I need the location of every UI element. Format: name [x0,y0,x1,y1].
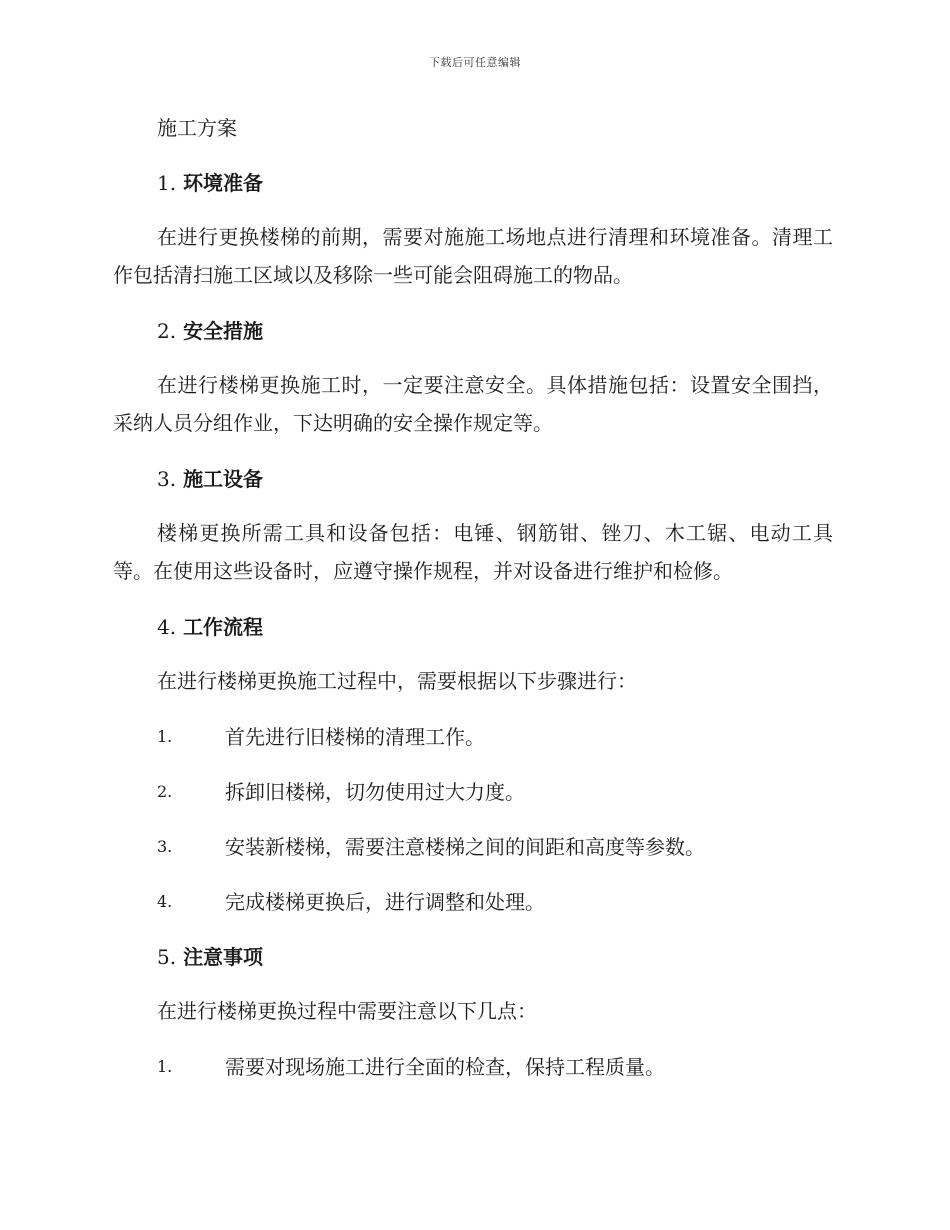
section-paragraph-2: 在进行楼梯更换施工时，一定要注意安全。具体措施包括：设置安全围挡，采纳人员分组作业，下达明确的安全操作规定等。 [113,373,833,435]
document-title: 施工方案 [157,116,237,140]
section-heading-1 [157,165,833,201]
list-item [113,774,833,810]
list-item-text: 拆卸旧楼梯，切勿使用过大力度。 [225,780,525,804]
list-marker: 4. [157,892,173,911]
page-header: 下载后可任意编辑 [429,56,521,69]
list-item [113,1049,833,1085]
section-number: 3. [157,467,177,491]
list-marker: 2. [157,782,173,801]
section-number: 1. [157,171,177,195]
section-number: 5. [157,945,177,969]
section-title: 工作流程 [183,615,264,639]
list-item [113,829,833,865]
section-heading-3 [157,461,833,497]
section-number: 4. [157,615,177,639]
list-item-text: 需要对现场施工进行全面的检查，保持工程质量。 [225,1055,665,1079]
section-title: 施工设备 [183,467,264,491]
list-item [113,884,833,920]
list-item-text: 完成楼梯更换后，进行调整和处理。 [225,890,545,914]
list-item-text: 首先进行旧楼梯的清理工作。 [225,725,485,749]
section-heading-2 [157,313,833,349]
section-paragraph-4: 在进行楼梯更换施工过程中，需要根据以下步骤进行： [157,669,637,693]
section-title: 安全措施 [183,319,264,343]
section-heading-5 [157,939,833,975]
list-marker: 1. [157,1057,173,1076]
document-body [113,110,833,1085]
section-number: 2. [157,319,177,343]
list-item [113,719,833,755]
section-title: 注意事项 [183,945,264,969]
list-marker: 3. [157,837,173,856]
list-item-text: 安装新楼梯，需要注意楼梯之间的间距和高度等参数。 [225,835,705,859]
section-heading-4 [157,609,833,645]
section-paragraph-3: 楼梯更换所需工具和设备包括：电锤、钢筋钳、锉刀、木工锯、电动工具等。在使用这些设备时，应遵守操作规程，并对设备进行维护和检修。 [113,521,833,583]
list-marker: 1. [157,727,173,746]
section-paragraph-1: 在进行更换楼梯的前期，需要对施施工场地点进行清理和环境准备。清理工作包括清扫施工区域以及移除一些可能会阻碍施工的物品。 [113,225,833,287]
section-title: 环境准备 [183,171,264,195]
section-paragraph-5: 在进行楼梯更换过程中需要注意以下几点： [157,999,537,1023]
